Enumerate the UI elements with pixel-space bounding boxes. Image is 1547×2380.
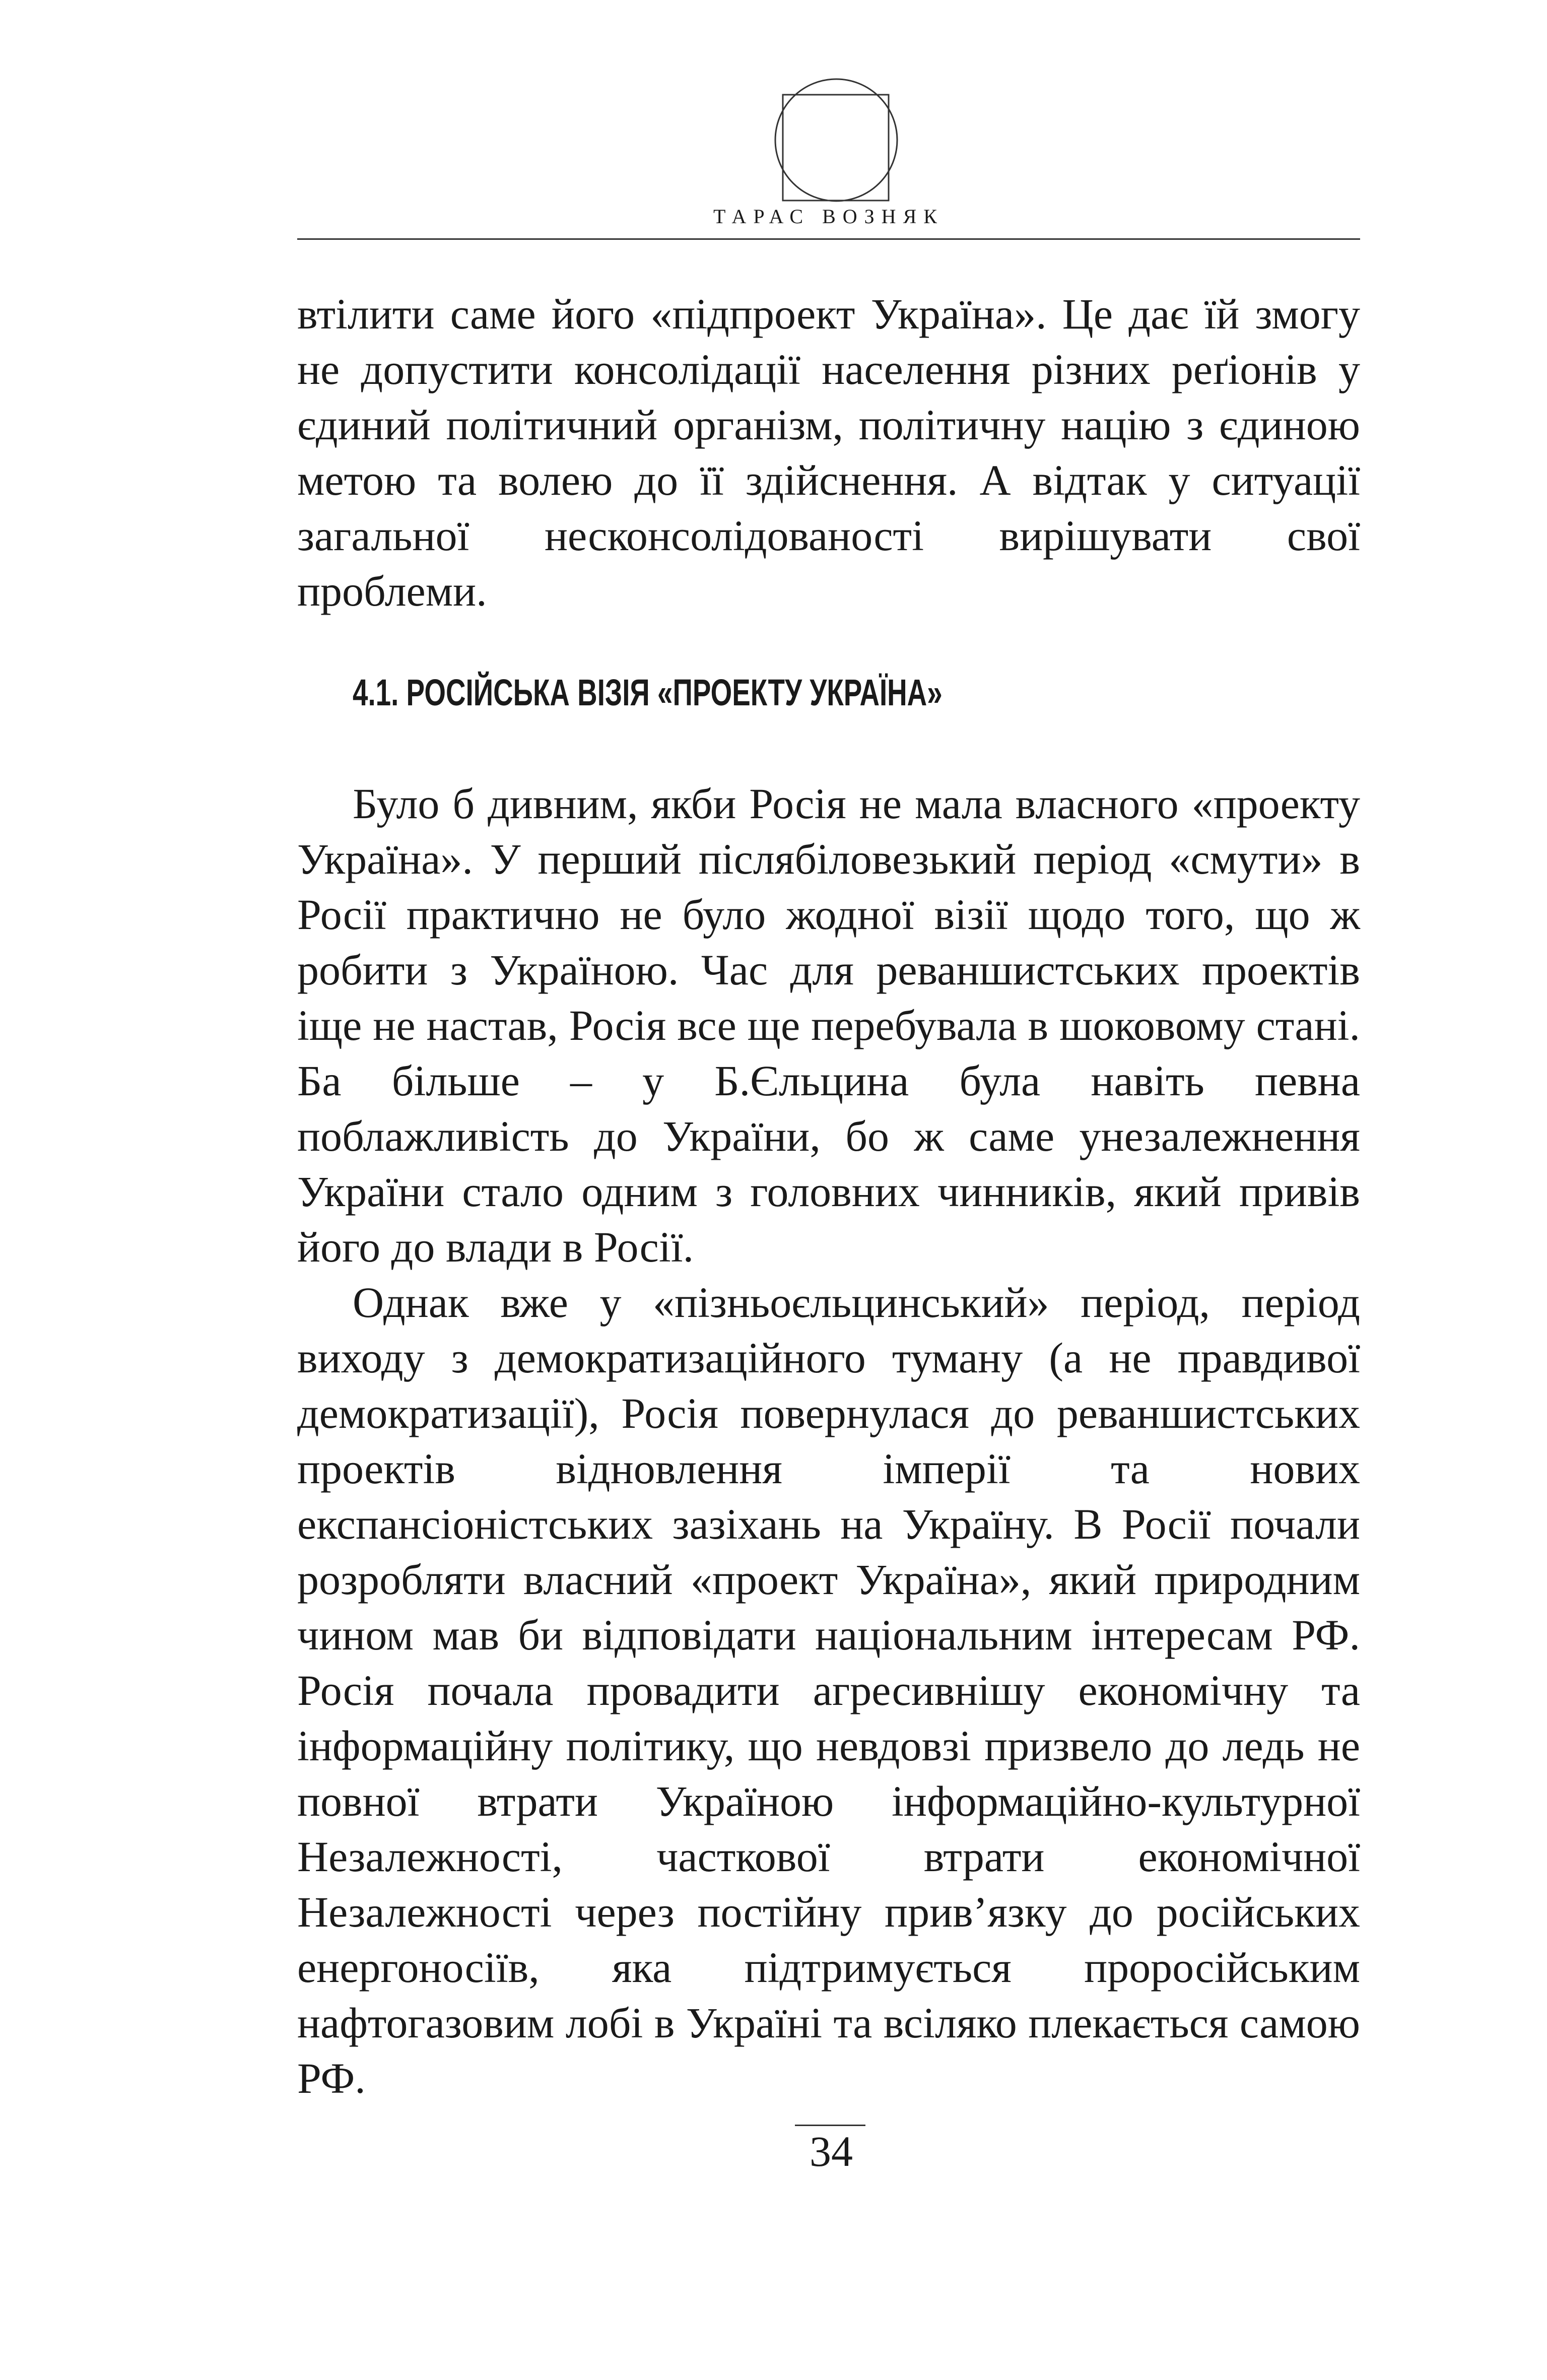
author-logo-icon bbox=[771, 75, 902, 206]
body-paragraph: Однак вже у «пізньоєльцинський» період, період виходу з демократизаційного туману (а не правдивої демократизації), Росія повернулася до реваншистських проектів відновлення імперії та нових експансіоністських зазіхань на Україну. В Росії почали розробляти власний «проект Україна», який природним чином мав би відповідати національним інтересам РФ. Росія почала провадити агресивнішу економічну та інформаційну політику, що невдовзі призвело до ледь не повної втрати Україною інформаційно-культурної Незалежності, часткової втрати економічної Незалежності через постійну прив’язку до російських енергоносіїв, яка підтримується проросійським нафтогазовим лобі в Україні та всіляко плекається самою РФ. bbox=[297, 1278, 1360, 2102]
running-head: ТАРАС ВОЗНЯК bbox=[713, 205, 944, 228]
body-paragraph: Було б дивним, якби Росія не мала власного «проекту Україна». У перший післябіловезький період «смути» в Росії практично не було жодної візії щодо того, що ж робити з Україною. Час для реваншистських проектів іще не настав, Росія все ще перебувала в шоковому стані. Ба більше – у Б.Єльцина була навіть певна поблажливість до України, бо ж саме унезалежнення України стало одним з головних чинників, який привів його до влади в Росії. bbox=[297, 779, 1360, 1271]
body-paragraph-continued-block bbox=[297, 286, 1360, 619]
section-heading-block bbox=[353, 668, 1416, 718]
page-number: 34 bbox=[810, 2127, 853, 2175]
header-rule bbox=[297, 238, 1360, 240]
body-text-block bbox=[297, 776, 1360, 2106]
body-paragraph-continued: втілити саме його «підпроект Україна». Це дає їй змогу не допустити консолідації населення різних реґіонів у єдиний політичний організм, політичну націю з єдиною метою та волею до її здійснення. А відтак у ситуації загальної несконсолідованості вирішувати свої проблеми. bbox=[297, 290, 1360, 615]
section-heading: 4.1. РОСІЙСЬКА ВІЗІЯ «ПРОЕКТУ УКРАЇНА» bbox=[353, 672, 943, 713]
